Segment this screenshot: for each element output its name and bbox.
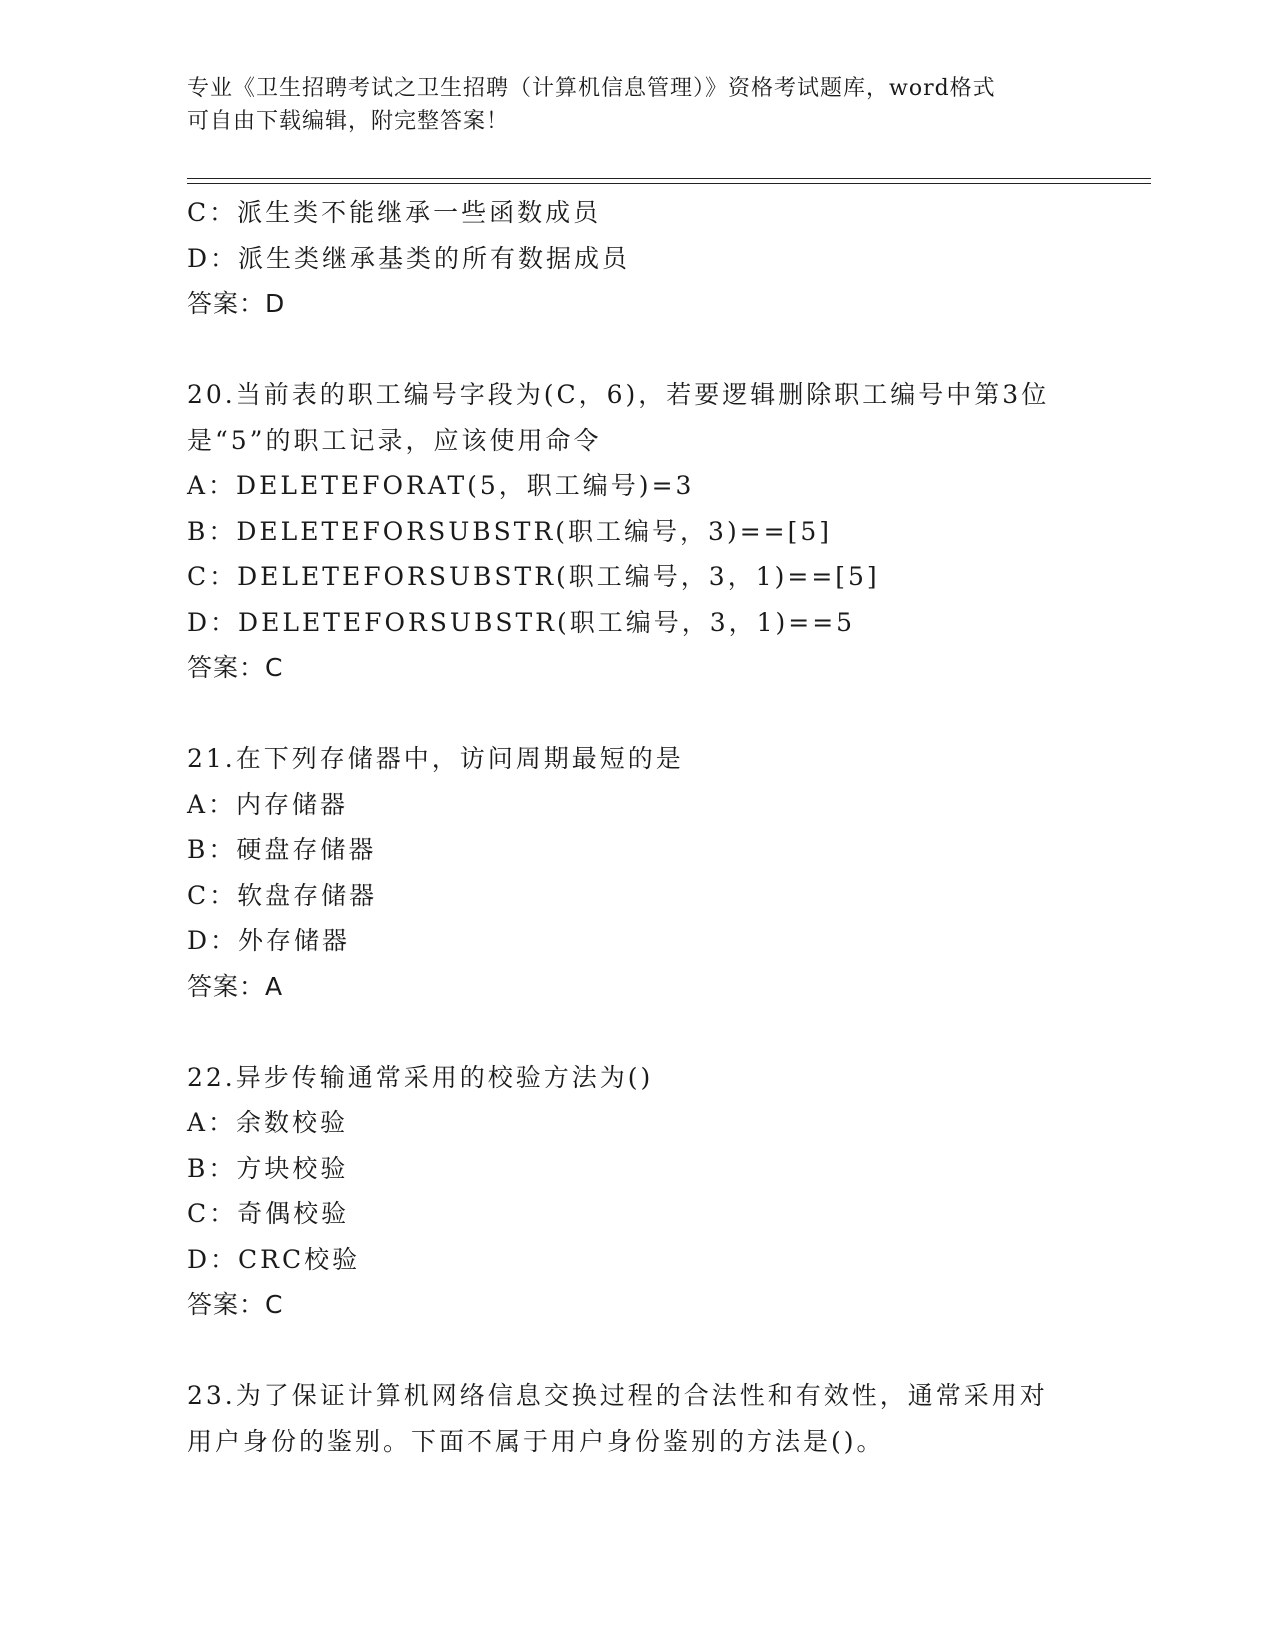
question-stem: 21.在下列存储器中，访问周期最短的是 (187, 744, 684, 773)
answer-label: 答案：D (187, 289, 286, 318)
question-list (187, 190, 1087, 1464)
question-stem: 用户身份的鉴别。下面不属于用户身份鉴别的方法是()。 (187, 1426, 885, 1456)
header-divider (187, 178, 1151, 184)
option-a: A：内存储器 (187, 789, 349, 819)
option-c: C：DELETEFORSUBSTR(职工编号，3，1)==[5] (187, 562, 880, 591)
option-b: B：DELETEFORSUBSTR(职工编号，3)==[5] (187, 516, 833, 546)
question-stem: 22.异步传输通常采用的校验方法为() (187, 1062, 654, 1092)
question-22 (187, 1055, 1087, 1328)
option-d: D：CRC校验 (187, 1244, 361, 1274)
question-23 (187, 1373, 1087, 1464)
question-stem: 20.当前表的职工编号字段为(C，6)，若要逻辑删除职工编号中第3位 (187, 380, 1050, 409)
question-20 (187, 372, 1087, 691)
option-d: D：派生类继承基类的所有数据成员 (187, 243, 631, 273)
option-a: A：余数校验 (187, 1108, 349, 1137)
question-21 (187, 736, 1087, 1009)
header-line-1: 专业《卫生招聘考试之卫生招聘（计算机信息管理）》资格考试题库，word格式 (187, 76, 996, 101)
option-b: B：硬盘存储器 (187, 835, 377, 864)
option-c: C：奇偶校验 (187, 1199, 350, 1228)
header-line-2: 可自由下载编辑，附完整答案！ (187, 109, 510, 134)
question-stem: 23.为了保证计算机网络信息交换过程的合法性和有效性，通常采用对 (187, 1381, 1048, 1410)
answer-label: 答案：A (187, 971, 284, 1001)
option-a: A：DELETEFORAT(5，职工编号)=3 (187, 471, 695, 500)
option-d: D：DELETEFORSUBSTR(职工编号，3，1)==5 (187, 607, 856, 637)
document-header (187, 72, 1087, 138)
option-c: C：软盘存储器 (187, 880, 378, 910)
answer-label: 答案：C (187, 653, 284, 682)
option-c: C：派生类不能继承一些函数成员 (187, 198, 602, 227)
question-19-continuation (187, 190, 1087, 327)
option-d: D：外存储器 (187, 926, 351, 955)
question-stem: 是“5”的职工记录，应该使用命令 (187, 425, 602, 455)
answer-label: 答案：C (187, 1290, 284, 1319)
option-b: B：方块校验 (187, 1153, 349, 1183)
